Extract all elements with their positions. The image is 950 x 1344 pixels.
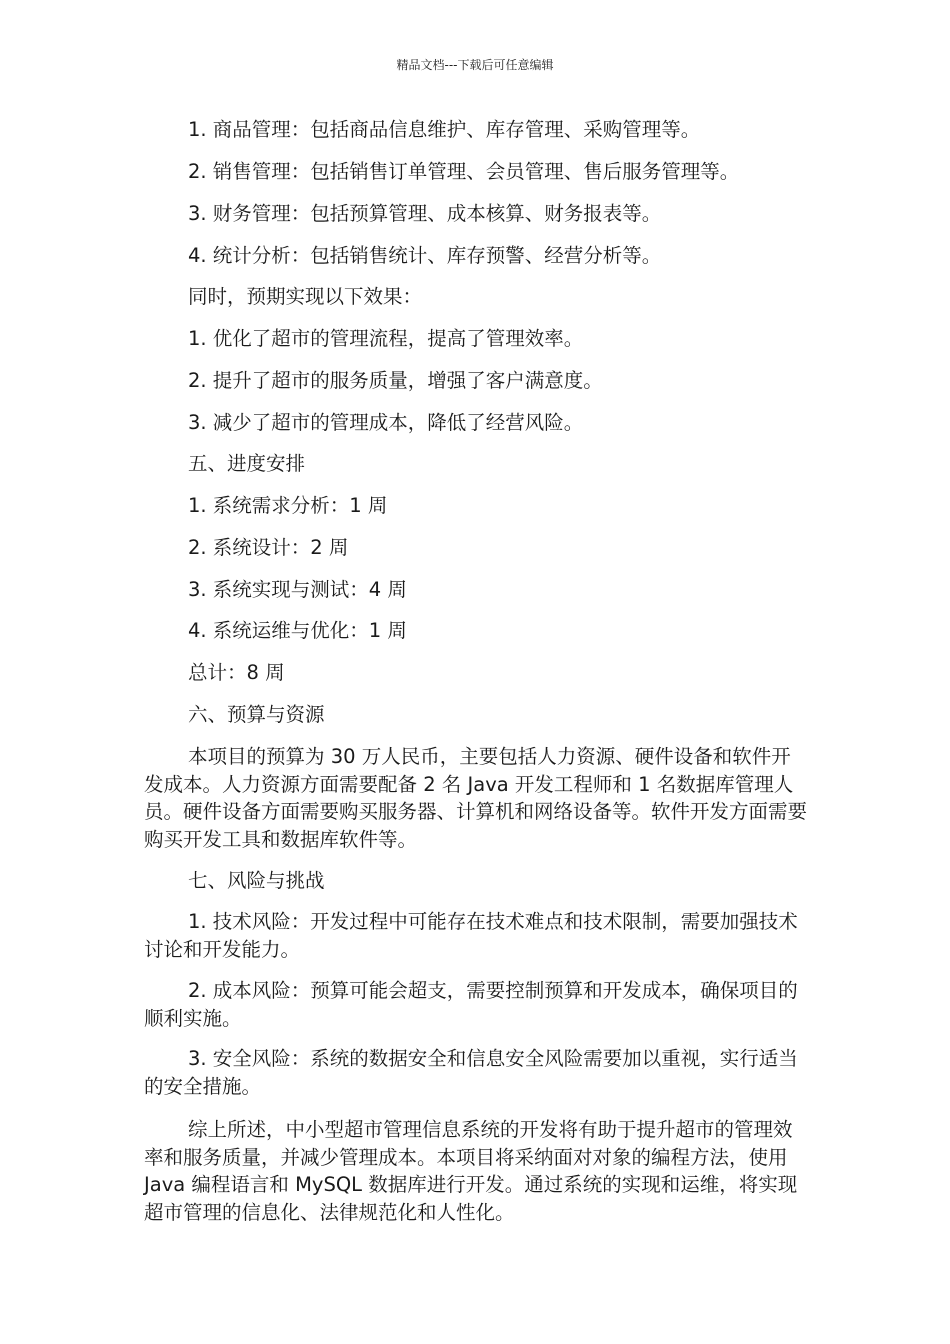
summary-paragraph: 综上所述，中小型超市管理信息系统的开发将有助于提升超市的管理效率和服务质量，并减少管理成本。本项目将采纳面对对象的编程方法，使用 Java 编程语言和 MySQL 数据库进行开发。通过系统的实现和运维，将实现超市管理的信息化、法律规范化和人性化。 — [144, 1118, 798, 1224]
feature-item-sales: 2. 销售管理：包括销售订单管理、会员管理、售后服务管理等。 — [188, 160, 740, 183]
schedule-item-4: 4. 系统运维与优化：1 周 — [188, 619, 407, 642]
risk-item-security: 3. 安全风险：系统的数据安全和信息安全风险需要加以重视，实行适当的安全措施。 — [144, 1047, 798, 1098]
section-heading-risks: 七、风险与挑战 — [188, 869, 325, 892]
effect-item-2: 2. 提升了超市的服务质量，增强了客户满意度。 — [188, 369, 603, 392]
feature-item-finance: 3. 财务管理：包括预算管理、成本核算、财务报表等。 — [188, 202, 662, 225]
schedule-item-1: 1. 系统需求分析：1 周 — [188, 494, 388, 517]
risk-item-technical: 1. 技术风险：开发过程中可能存在技术难点和技术限制，需要加强技术讨论和开发能力。 — [144, 910, 798, 961]
feature-item-statistics: 4. 统计分析：包括销售统计、库存预警、经营分析等。 — [188, 244, 662, 267]
section-heading-schedule: 五、进度安排 — [188, 452, 306, 475]
page-header: 精品文档---下载后可任意编辑 — [396, 58, 554, 72]
schedule-item-3: 3. 系统实现与测试：4 周 — [188, 578, 407, 601]
risk-item-cost: 2. 成本风险：预算可能会超支，需要控制预算和开发成本，确保项目的顺利实施。 — [144, 979, 798, 1030]
schedule-total: 总计：8 周 — [188, 661, 285, 684]
budget-paragraph: 本项目的预算为 30 万人民币，主要包括人力资源、硬件设备和软件开发成本。人力资源方面需要配备 2 名 Java 开发工程师和 1 名数据库管理人员。硬件设备方面需要购买服务器、计算机和网络设备等。软件开发方面需要购买开发工具和数据库软件等。 — [144, 745, 808, 851]
effect-item-1: 1. 优化了超市的管理流程，提高了管理效率。 — [188, 327, 584, 350]
schedule-item-2: 2. 系统设计：2 周 — [188, 536, 349, 559]
effect-item-3: 3. 减少了超市的管理成本，降低了经营风险。 — [188, 411, 584, 434]
section-heading-budget: 六、预算与资源 — [188, 703, 325, 726]
effects-intro: 同时，预期实现以下效果： — [188, 285, 423, 308]
feature-item-goods: 1. 商品管理：包括商品信息维护、库存管理、采购管理等。 — [188, 118, 701, 141]
